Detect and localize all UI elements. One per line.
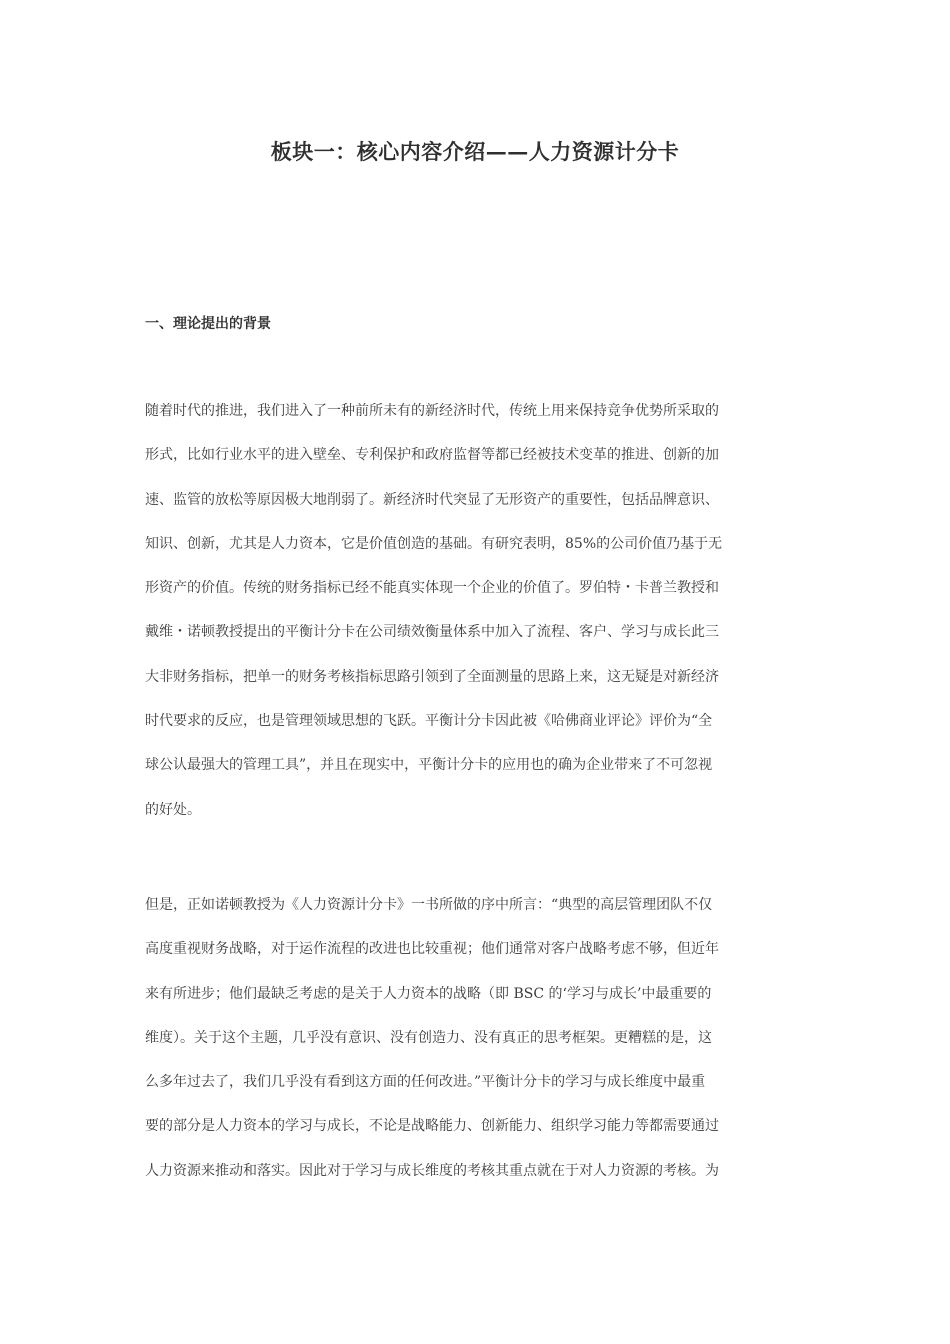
paragraph-line: 来有所进步；他们最缺乏考虑的是关于人力资本的战略（即 BSC 的‘学习与成长’中最重要的 — [145, 985, 712, 1002]
paragraph-line: 人力资源来推动和落实。因此对于学习与成长维度的考核其重点就在于对人力资源的考核。为 — [145, 1162, 719, 1179]
paragraph-line: 高度重视财务战略，对于运作流程的改进也比较重视；他们通常对客户战略考虑不够，但近年 — [145, 941, 719, 958]
section-heading: 一、理论提出的背景 — [145, 316, 271, 332]
paragraph-line: 时代要求的反应，也是管理领域思想的飞跃。平衡计分卡因此被《哈佛商业评论》评价为“全 — [145, 713, 713, 730]
paragraph-line: 随着时代的推进，我们进入了一种前所未有的新经济时代，传统上用来保持竞争优势所采取的 — [145, 403, 719, 419]
paragraph-line: 大非财务指标，把单一的财务考核指标思路引领到了全面测量的思路上来，这无疑是对新经济 — [145, 668, 719, 685]
paragraph-line: 维度）。关于这个主题，几乎没有意识、没有创造力、没有真正的思考框架。更糟糕的是，这 — [145, 1029, 712, 1046]
paragraph-line: 形式，比如行业水平的进入壁垒、专利保护和政府监督等都已经被技术变革的推进、创新的加 — [145, 447, 719, 464]
paragraph-line: 的好处。 — [145, 801, 201, 818]
paragraph-line: 但是，正如诺顿教授为《人力资源计分卡》一书所做的序中所言：“典型的高层管理团队不仅 — [145, 897, 713, 913]
paragraph-2 — [145, 883, 807, 1193]
paragraph-line: 球公认最强大的管理工具”，并且在现实中，平衡计分卡的应用也的确为企业带来了不可忽视 — [145, 757, 713, 774]
paragraph-line: 戴维・诺顿教授提出的平衡计分卡在公司绩效衡量体系中加入了流程、客户、学习与成长此三 — [145, 624, 719, 641]
paragraph-line: 要的部分是人力资本的学习与成长，不论是战略能力、创新能力、组织学习能力等都需要通过 — [145, 1118, 719, 1135]
paragraph-line: 么多年过去了，我们几乎没有看到这方面的任何改进。”平衡计分卡的学习与成长维度中最重 — [145, 1074, 706, 1091]
paragraph-line: 形资产的价值。传统的财务指标已经不能真实体现一个企业的价值了。罗伯特・卡普兰教授和 — [145, 580, 719, 597]
paragraph-1 — [145, 389, 807, 832]
paragraph-line: 知识、创新，尤其是人力资本，它是价值创造的基础。有研究表明，85%的公司价值乃基于无 — [145, 535, 723, 552]
paragraph-line: 速、监管的放松等原因极大地削弱了。新经济时代突显了无形资产的重要性，包括品牌意识、 — [145, 491, 719, 508]
document-title: 板块一：核心内容介绍——人力资源计分卡 — [270, 139, 680, 164]
